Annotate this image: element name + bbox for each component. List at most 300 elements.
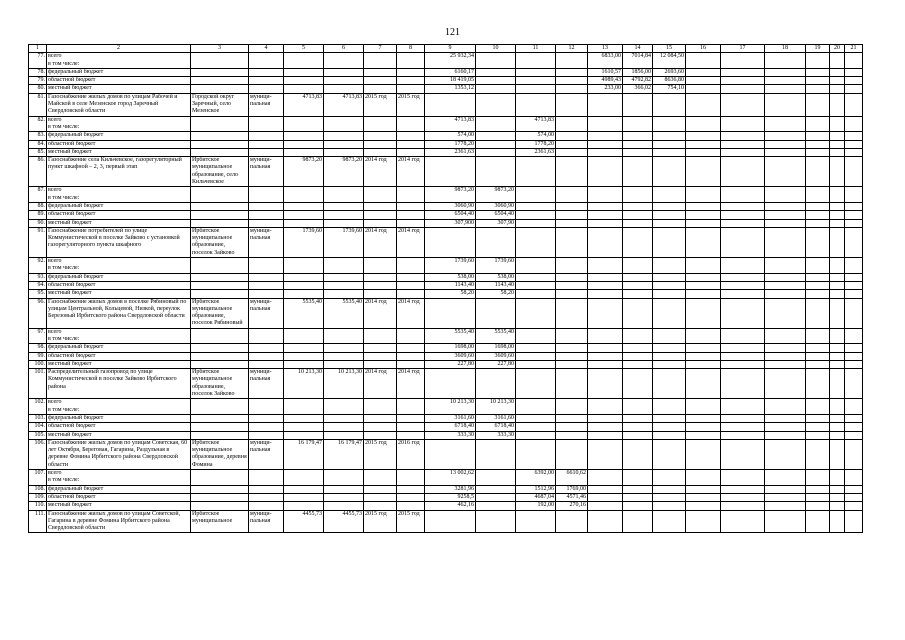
cell-n: 79. <box>29 77 47 85</box>
cell-empty <box>765 493 806 501</box>
cell-empty <box>806 485 830 493</box>
table-row <box>29 116 863 132</box>
cell-empty <box>721 132 765 140</box>
cell-empty <box>721 360 765 368</box>
cell-owner <box>249 140 284 148</box>
cell-cap: 1739,60 <box>284 227 324 257</box>
cell-y19 <box>653 510 686 533</box>
table-body <box>29 45 863 533</box>
cell-empty <box>686 116 721 132</box>
cell-y15 <box>516 187 556 203</box>
cell-y14 <box>476 77 516 85</box>
cell-cap <box>284 140 324 148</box>
cell-start <box>364 328 397 344</box>
cell-owner <box>249 68 284 76</box>
cell-start <box>364 140 397 148</box>
table-row <box>29 510 863 533</box>
cell-y14: 1698,00 <box>476 344 516 352</box>
cell-y16 <box>556 360 588 368</box>
cell-y16 <box>556 148 588 156</box>
cell-empty <box>721 344 765 352</box>
cell-y19 <box>653 344 686 352</box>
cell-y17 <box>588 502 623 510</box>
cell-empty <box>806 423 830 431</box>
cell-y14: 6504,40 <box>476 211 516 219</box>
cell-empty <box>830 493 845 501</box>
cell-empty <box>721 202 765 210</box>
cell-empty <box>806 493 830 501</box>
cell-y17 <box>588 148 623 156</box>
cell-end <box>397 352 425 360</box>
cell-empty <box>845 85 863 93</box>
cell-owner <box>249 502 284 510</box>
cell-empty <box>830 328 845 344</box>
cell-y18 <box>623 298 653 328</box>
cell-owner <box>249 77 284 85</box>
cell-y16 <box>556 290 588 298</box>
cell-owner <box>249 211 284 219</box>
cell-empty <box>686 290 721 298</box>
cell-n: 82. <box>29 116 47 132</box>
cell-name: областной бюджет <box>47 493 191 501</box>
cell-y16 <box>556 328 588 344</box>
cell-cost <box>324 414 364 422</box>
cell-y17 <box>588 493 623 501</box>
cell-empty <box>806 148 830 156</box>
cell-y19 <box>653 273 686 281</box>
cell-cap <box>284 273 324 281</box>
cell-y14 <box>476 485 516 493</box>
cell-owner <box>249 116 284 132</box>
cell-y18 <box>623 211 653 219</box>
cell-y15: 574,00 <box>516 132 556 140</box>
cell-empty <box>845 360 863 368</box>
cell-y16 <box>556 93 588 116</box>
cell-empty <box>721 53 765 69</box>
cell-end <box>397 148 425 156</box>
page-number: 121 <box>445 27 460 38</box>
cell-empty <box>845 157 863 187</box>
cell-cost <box>324 352 364 360</box>
cell-n: 78. <box>29 68 47 76</box>
cell-empty <box>721 273 765 281</box>
cell-y19 <box>653 485 686 493</box>
cell-place <box>191 211 249 219</box>
cell-y16: 1769,00 <box>556 485 588 493</box>
cell-owner: муници-пальная <box>249 227 284 257</box>
cell-y19 <box>653 211 686 219</box>
cell-cap <box>284 360 324 368</box>
cell-end <box>397 53 425 69</box>
cell-empty <box>765 93 806 116</box>
cell-end <box>397 470 425 486</box>
cell-n: 93. <box>29 273 47 281</box>
cell-empty <box>765 140 806 148</box>
cell-start <box>364 211 397 219</box>
cell-y15: 1512,96 <box>516 485 556 493</box>
cell-total <box>425 369 476 399</box>
cell-total: 574,00 <box>425 132 476 140</box>
cell-y14: 9873,20 <box>476 187 516 203</box>
cell-empty <box>765 290 806 298</box>
cell-name: местный бюджет <box>47 85 191 93</box>
cell-empty <box>686 369 721 399</box>
cell-empty <box>830 157 845 187</box>
cell-empty <box>806 157 830 187</box>
cell-end <box>397 431 425 439</box>
cell-cost <box>324 470 364 486</box>
cell-y17 <box>588 510 623 533</box>
cell-start <box>364 470 397 486</box>
cell-y17: 4989,43 <box>588 77 623 85</box>
cell-empty <box>806 399 830 415</box>
cell-y19 <box>653 219 686 227</box>
cell-cost <box>324 53 364 69</box>
cell-name: всего в том числе: <box>47 470 191 486</box>
cell-y16 <box>556 202 588 210</box>
cell-empty <box>830 219 845 227</box>
cell-empty <box>845 431 863 439</box>
cell-total: 1698,00 <box>425 344 476 352</box>
cell-cost <box>324 360 364 368</box>
cell-name: всего в том числе: <box>47 258 191 274</box>
cell-empty <box>765 439 806 469</box>
cell-y17 <box>588 219 623 227</box>
cell-n: 101. <box>29 369 47 399</box>
cell-empty <box>686 485 721 493</box>
cell-empty <box>765 298 806 328</box>
cell-y19 <box>653 414 686 422</box>
cell-y14 <box>476 132 516 140</box>
cell-y19 <box>653 470 686 486</box>
cell-empty <box>686 93 721 116</box>
cell-empty <box>765 258 806 274</box>
cell-cap <box>284 211 324 219</box>
cell-owner: муници-пальная <box>249 369 284 399</box>
cell-y18 <box>623 157 653 187</box>
cell-y14 <box>476 470 516 486</box>
cell-start: 2014 год <box>364 369 397 399</box>
cell-empty <box>686 510 721 533</box>
cell-cost <box>324 219 364 227</box>
cell-n: 91. <box>29 227 47 257</box>
cell-empty <box>721 369 765 399</box>
cell-cost <box>324 77 364 85</box>
cell-empty <box>765 273 806 281</box>
column-number-cell: 16 <box>686 45 721 53</box>
cell-empty <box>765 187 806 203</box>
cell-n: 105. <box>29 431 47 439</box>
cell-name: всего в том числе: <box>47 399 191 415</box>
cell-y14 <box>476 93 516 116</box>
cell-empty <box>830 431 845 439</box>
cell-empty <box>845 93 863 116</box>
cell-start <box>364 502 397 510</box>
cell-y14: 5535,40 <box>476 328 516 344</box>
cell-name: Газоснабжение жилых домов по улицам Советской, Гагарина в деревне Фомина Ирбитского района Свердловской области <box>47 510 191 533</box>
cell-y18 <box>623 116 653 132</box>
cell-cost: 1739,60 <box>324 227 364 257</box>
cell-end <box>397 423 425 431</box>
cell-place <box>191 493 249 501</box>
cell-total: 25 932,34 <box>425 53 476 69</box>
cell-place <box>191 116 249 132</box>
cell-end <box>397 281 425 289</box>
cell-empty <box>806 290 830 298</box>
cell-name: федеральный бюджет <box>47 68 191 76</box>
cell-total: 462,16 <box>425 502 476 510</box>
cell-empty <box>765 202 806 210</box>
cell-name: Газоснабжение села Кильчевское, газорегуляторный пункт шкафной – 2, 3, первый этап <box>47 157 191 187</box>
cell-end <box>397 502 425 510</box>
cell-owner: муници-пальная <box>249 510 284 533</box>
cell-end <box>397 132 425 140</box>
cell-y17 <box>588 328 623 344</box>
cell-owner <box>249 485 284 493</box>
cell-empty <box>830 281 845 289</box>
cell-y19 <box>653 298 686 328</box>
cell-y18 <box>623 399 653 415</box>
cell-end <box>397 344 425 352</box>
cell-cost <box>324 148 364 156</box>
cell-name: областной бюджет <box>47 281 191 289</box>
cell-y15 <box>516 352 556 360</box>
cell-y18 <box>623 352 653 360</box>
cell-empty <box>686 53 721 69</box>
cell-name: местный бюджет <box>47 219 191 227</box>
table-row <box>29 140 863 148</box>
cell-y16 <box>556 423 588 431</box>
cell-empty <box>830 290 845 298</box>
table-row <box>29 423 863 431</box>
cell-empty <box>686 281 721 289</box>
cell-empty <box>830 399 845 415</box>
cell-y14: 333,30 <box>476 431 516 439</box>
cell-owner: муници-пальная <box>249 157 284 187</box>
cell-end: 2014 год <box>397 227 425 257</box>
cell-y17 <box>588 157 623 187</box>
cell-y15: 6392,00 <box>516 470 556 486</box>
cell-cap <box>284 470 324 486</box>
cell-empty <box>830 187 845 203</box>
cell-empty <box>765 68 806 76</box>
cell-empty <box>806 369 830 399</box>
cell-empty <box>765 470 806 486</box>
cell-name: Газоснабжение потребителей по улице Коммунистической в поселке Зайково с установкой газорегуляторного пункта шкафного <box>47 227 191 257</box>
cell-y14: 10 213,30 <box>476 399 516 415</box>
column-number-cell: 12 <box>556 45 588 53</box>
cell-start <box>364 360 397 368</box>
cell-y19: 8636,80 <box>653 77 686 85</box>
cell-empty <box>806 132 830 140</box>
cell-cost: 10 213,30 <box>324 369 364 399</box>
cell-end <box>397 77 425 85</box>
cell-y16 <box>556 281 588 289</box>
cell-empty <box>845 116 863 132</box>
cell-y16 <box>556 414 588 422</box>
cell-cap: 4455,73 <box>284 510 324 533</box>
cell-y19 <box>653 148 686 156</box>
cell-cap <box>284 148 324 156</box>
cell-empty <box>845 68 863 76</box>
cell-y18 <box>623 344 653 352</box>
cell-empty <box>806 85 830 93</box>
cell-y15 <box>516 360 556 368</box>
cell-owner <box>249 202 284 210</box>
cell-total: 4713,83 <box>425 116 476 132</box>
cell-y16 <box>556 219 588 227</box>
cell-y14 <box>476 116 516 132</box>
cell-start <box>364 219 397 227</box>
column-number-cell: 3 <box>191 45 249 53</box>
table-row <box>29 328 863 344</box>
table-row <box>29 211 863 219</box>
cell-place <box>191 140 249 148</box>
cell-owner <box>249 431 284 439</box>
cell-y18: 1856,00 <box>623 68 653 76</box>
cell-y15 <box>516 399 556 415</box>
cell-y16 <box>556 344 588 352</box>
column-number-cell: 8 <box>397 45 425 53</box>
cell-total <box>425 439 476 469</box>
cell-n: 77. <box>29 53 47 69</box>
cell-owner <box>249 344 284 352</box>
cell-total: 6504,40 <box>425 211 476 219</box>
table-row <box>29 227 863 257</box>
table-row <box>29 148 863 156</box>
cell-y18 <box>623 470 653 486</box>
cell-empty <box>686 344 721 352</box>
cell-y19 <box>653 369 686 399</box>
cell-empty <box>830 352 845 360</box>
cell-n: 86. <box>29 157 47 187</box>
column-number-cell: 9 <box>425 45 476 53</box>
cell-n: 100. <box>29 360 47 368</box>
cell-y16 <box>556 132 588 140</box>
cell-y14 <box>476 502 516 510</box>
cell-end <box>397 328 425 344</box>
cell-empty <box>806 202 830 210</box>
cell-place <box>191 77 249 85</box>
cell-place <box>191 148 249 156</box>
cell-empty <box>830 485 845 493</box>
cell-y15 <box>516 77 556 85</box>
cell-y14 <box>476 227 516 257</box>
cell-empty <box>721 431 765 439</box>
cell-empty <box>806 352 830 360</box>
cell-owner: муници-пальная <box>249 93 284 116</box>
cell-total <box>425 510 476 533</box>
cell-empty <box>830 202 845 210</box>
cell-empty <box>830 360 845 368</box>
cell-y17: 233,00 <box>588 85 623 93</box>
cell-empty <box>765 502 806 510</box>
cell-n: 95. <box>29 290 47 298</box>
cell-y16 <box>556 68 588 76</box>
cell-n: 104. <box>29 423 47 431</box>
cell-name: Газоснабжение жилых домов в поселке Рябиновый по улицам Центральной, Кольцевой, Низкой, переулок Березовый Ирбитского района Свердловской области <box>47 298 191 328</box>
table-row <box>29 502 863 510</box>
cell-empty <box>830 93 845 116</box>
cell-cost <box>324 290 364 298</box>
table-row <box>29 369 863 399</box>
cell-empty <box>765 132 806 140</box>
cell-place <box>191 328 249 344</box>
cell-end: 2016 год <box>397 439 425 469</box>
cell-n: 81. <box>29 93 47 116</box>
cell-y14 <box>476 157 516 187</box>
cell-y19 <box>653 328 686 344</box>
cell-n: 97. <box>29 328 47 344</box>
cell-place <box>191 423 249 431</box>
cell-cost <box>324 328 364 344</box>
cell-cap <box>284 53 324 69</box>
cell-empty <box>845 439 863 469</box>
cell-cap: 16 179,47 <box>284 439 324 469</box>
cell-y17 <box>588 116 623 132</box>
cell-y19 <box>653 352 686 360</box>
cell-name: местный бюджет <box>47 290 191 298</box>
cell-owner <box>249 493 284 501</box>
cell-name: местный бюджет <box>47 360 191 368</box>
cell-empty <box>806 187 830 203</box>
cell-cap <box>284 493 324 501</box>
cell-empty <box>845 219 863 227</box>
cell-place <box>191 360 249 368</box>
cell-name: Газоснабжение жилых домов по улицам Рабочей и Майской в селе Мезенское город Заречный Свердловской области <box>47 93 191 116</box>
cell-empty <box>721 187 765 203</box>
cell-y16 <box>556 431 588 439</box>
cell-owner <box>249 132 284 140</box>
cell-empty <box>721 258 765 274</box>
table-row <box>29 485 863 493</box>
cell-empty <box>830 132 845 140</box>
cell-total: 538,00 <box>425 273 476 281</box>
cell-empty <box>721 148 765 156</box>
cell-y19 <box>653 281 686 289</box>
cell-empty <box>686 298 721 328</box>
cell-empty <box>845 502 863 510</box>
column-number-cell: 20 <box>830 45 845 53</box>
cell-name: федеральный бюджет <box>47 485 191 493</box>
cell-end: 2015 год <box>397 510 425 533</box>
cell-name: всего в том числе: <box>47 328 191 344</box>
cell-empty <box>830 439 845 469</box>
cell-total: 3609,60 <box>425 352 476 360</box>
cell-empty <box>806 219 830 227</box>
cell-empty <box>845 258 863 274</box>
cell-y15 <box>516 439 556 469</box>
cell-cost: 4455,73 <box>324 510 364 533</box>
cell-start <box>364 85 397 93</box>
cell-y17 <box>588 431 623 439</box>
cell-y15 <box>516 510 556 533</box>
cell-name: федеральный бюджет <box>47 132 191 140</box>
cell-owner <box>249 414 284 422</box>
cell-start <box>364 431 397 439</box>
cell-empty <box>806 298 830 328</box>
cell-empty <box>721 298 765 328</box>
cell-y17 <box>588 140 623 148</box>
cell-y16 <box>556 116 588 132</box>
cell-y16 <box>556 298 588 328</box>
cell-cap <box>284 258 324 274</box>
cell-empty <box>686 273 721 281</box>
cell-owner <box>249 187 284 203</box>
cell-cost: 16 179,47 <box>324 439 364 469</box>
table-row <box>29 360 863 368</box>
column-number-cell: 2 <box>47 45 191 53</box>
